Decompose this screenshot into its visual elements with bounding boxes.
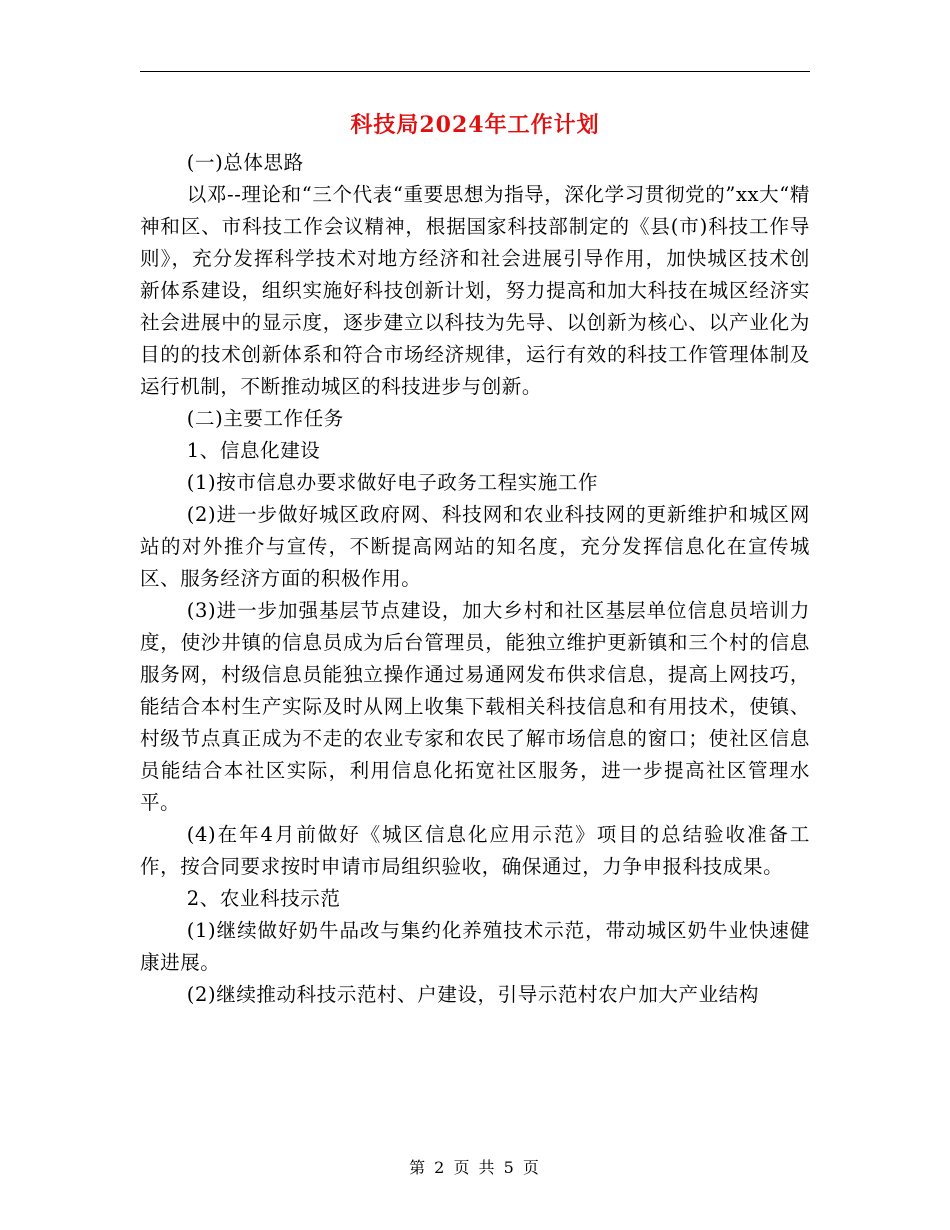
paragraph-6: (2)进一步做好城区政府网、科技网和农业科技网的更新维护和城区网站的对外推介与宣传，不断提高网站的知名度，充分发挥信息化在宣传城区、服务经济方面的积极作用。 [140,503,810,590]
paragraph-5: (1)按市信息办要求做好电子政务工程实施工作 [186,471,599,494]
paragraph-3: (二)主要工作任务 [186,407,344,430]
page-footer: 第 2 页 共 5 页 [409,1158,541,1177]
paragraph-8: (4)在年4月前做好《城区信息化应用示范》项目的总结验收准备工作，按合同要求按时申请市局组织验收，确保通过，力争申报科技成果。 [140,823,810,878]
paragraph-9: 2、农业科技示范 [186,887,341,910]
header-rule [140,71,810,72]
paragraph-10: (1)继续做好奶牛品改与集约化养殖技术示范，带动城区奶牛业快速健康进展。 [140,919,810,974]
document-title: 科技局2024年工作计划 [350,112,600,138]
paragraph-7: (3)进一步加强基层节点建设，加大乡村和社区基层单位信息员培训力度，使沙井镇的信息员成为后台管理员，能独立维护更新镇和三个村的信息服务网，村级信息员能独立操作通过易通网发布供求信息，提高上网技巧，能结合本村生产实际及时从网上收集下载相关科技信息和有用技术，使镇、村级节点真正成为不走的农业专家和农民了解市场信息的窗口；使社区信息员能结合本社区实际，利用信息化拓宽社区服务，进一步提高社区管理水平。 [140,599,810,814]
paragraph-4: 1、信息化建设 [186,439,321,462]
document-body [140,147,810,1011]
paragraph-11: (2)继续推动科技示范村、户建设，引导示范村农户加大产业结构 [186,983,759,1006]
paragraph-1: (一)总体思路 [186,151,304,174]
paragraph-2: 以邓--理论和“三个代表“重要思想为指导，深化学习贯彻党的”xx大“精神和区、市科技工作会议精神，根据国家科技部制定的《县(市)科技工作导则》，充分发挥科学技术对地方经济和社会进展引导作用，加快城区技术创新体系建设，组织实施好科技创新计划，努力提高和加大科技在城区经济实社会进展中的显示度，逐步建立以科技为先导、以创新为核心、以产业化为目的的技术创新体系和符合市场经济规律，运行有效的科技工作管理体制及运行机制，不断推动城区的科技进步与创新。 [140,183,810,398]
